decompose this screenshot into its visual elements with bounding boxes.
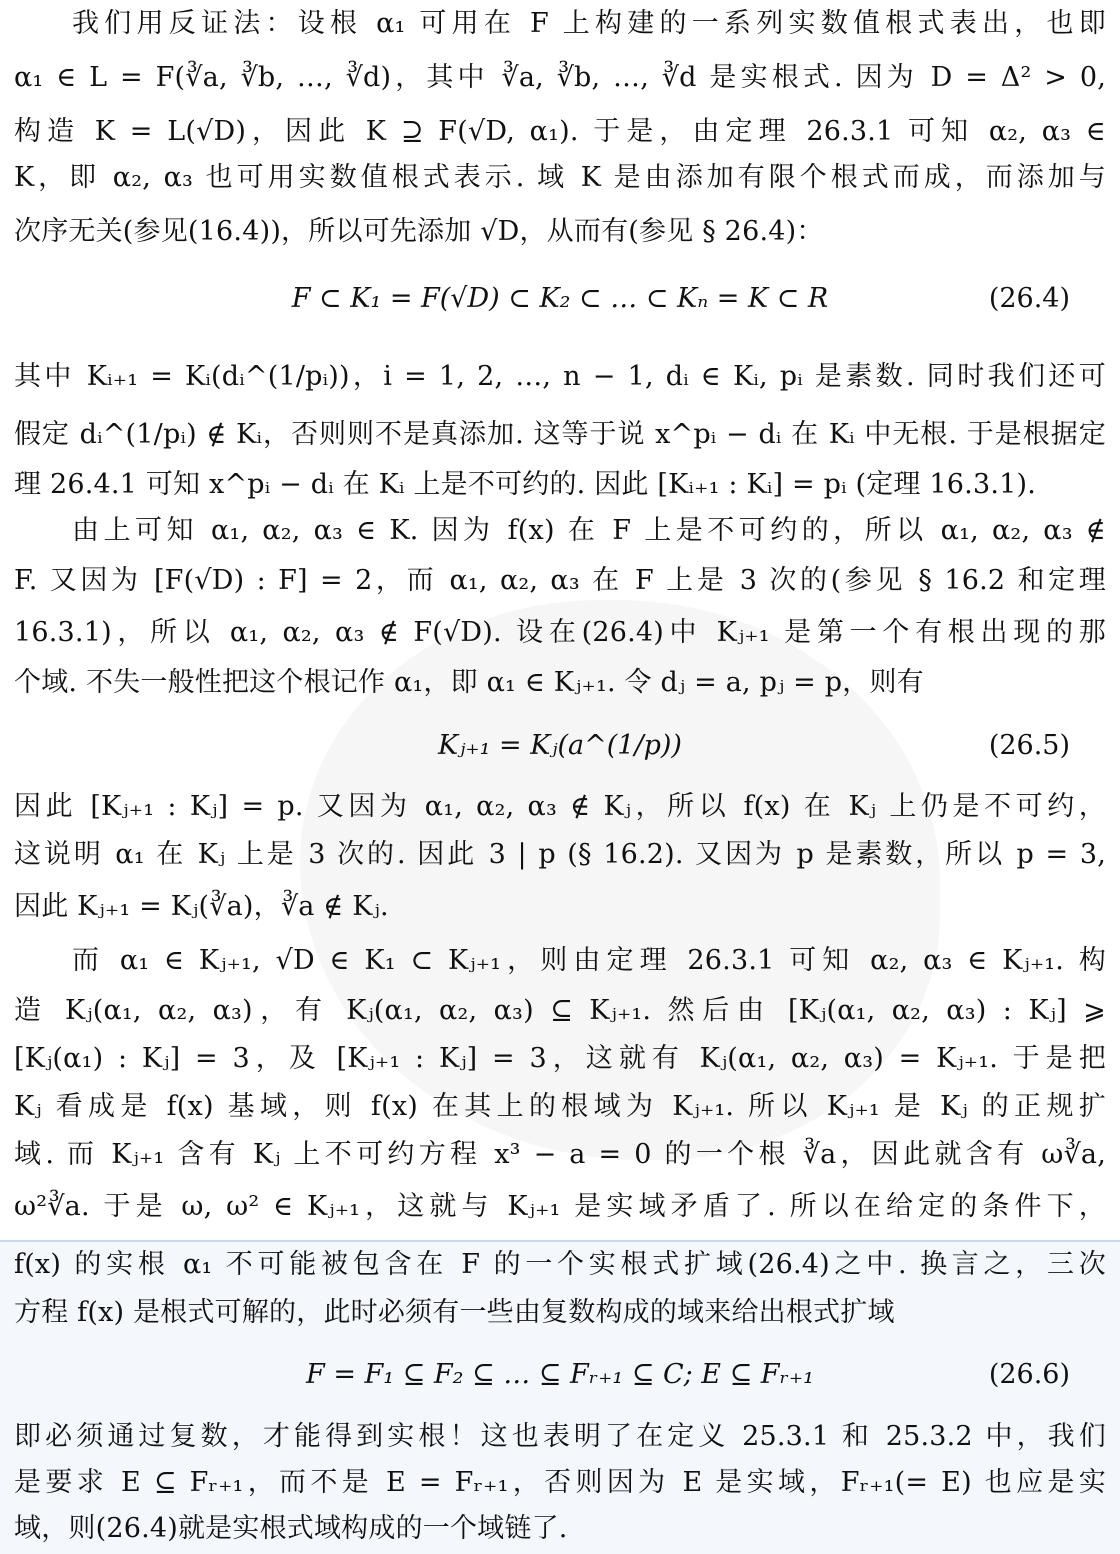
text-line: 是要求 E ⊆ Fᵣ₊₁，而不是 E = Fᵣ₊₁，否则因为 E 是实域，Fᵣ₊₁(= E) 也应是实	[14, 1467, 1106, 1498]
equation-number: (26.4)	[988, 283, 1070, 314]
text-line: K，即 α₂, α₃ 也可用实数值根式表示. 域 K 是由添加有限个根式而成，而添加与	[14, 162, 1106, 193]
text-line: 域，则(26.4)就是实根式域构成的一个域链了.	[14, 1513, 568, 1544]
equation-expression: Kⱼ₊₁ = Kⱼ(a^(1/p))	[438, 730, 682, 761]
text-line: f(x) 的实根 α₁ 不可能被包含在 F 的一个实根式扩域(26.4)之中. 换言之，三次	[14, 1249, 1106, 1280]
text-line: 个域. 不失一般性把这个根记作 α₁，即 α₁ ∈ Kⱼ₊₁. 令 dⱼ = a, pⱼ = p，则有	[14, 667, 924, 698]
display-equation	[14, 721, 1106, 771]
text-line: 假定 dᵢ^(1/pᵢ) ∉ Kᵢ，否则则不是真添加. 这等于说 x^pᵢ − dᵢ 在 Kᵢ 中无根. 于是根据定	[14, 419, 1106, 450]
text-line: 构造 K = L(√D)，因此 K ⊇ F(√D, α₁). 于是，由定理 26.3.1 可知 α₂, α₃ ∈	[14, 116, 1106, 147]
text-line: 域. 而 Kⱼ₊₁ 含有 Kⱼ 上不可约方程 x³ − a = 0 的一个根 ∛a，因此就含有 ω∛a,	[14, 1139, 1106, 1170]
display-equation	[14, 274, 1106, 324]
display-equation	[14, 1350, 1106, 1400]
text-line: F. 又因为 [F(√D) : F] = 2，而 α₁, α₂, α₃ 在 F 上是 3 次的(参见 § 16.2 和定理	[14, 565, 1106, 596]
text-line: 由上可知 α₁, α₂, α₃ ∈ K. 因为 f(x) 在 F 上是不可约的，所以 α₁, α₂, α₃ ∉	[72, 515, 1106, 546]
text-line: α₁ ∈ L = F(∛a, ∛b, …, ∛d)，其中 ∛a, ∛b, …, ∛d 是实根式. 因为 D = Δ² > 0,	[14, 62, 1106, 93]
text-line: [Kⱼ(α₁) : Kⱼ] = 3，及 [Kⱼ₊₁ : Kⱼ] = 3，这就有 Kⱼ(α₁, α₂, α₃) = Kⱼ₊₁. 于是把	[14, 1043, 1106, 1074]
text-line: 我们用反证法：设根 α₁ 可用在 F 上构建的一系列实数值根式表出，也即	[72, 8, 1106, 39]
text-line: Kⱼ 看成是 f(x) 基域，则 f(x) 在其上的根域为 Kⱼ₊₁. 所以 Kⱼ₊₁ 是 Kⱼ 的正规扩	[14, 1091, 1106, 1122]
text-line: 16.3.1)，所以 α₁, α₂, α₃ ∉ F(√D). 设在(26.4)中 Kⱼ₊₁ 是第一个有根出现的那	[14, 617, 1106, 648]
text-line: 因此 Kⱼ₊₁ = Kⱼ(∛a)，∛a ∉ Kⱼ.	[14, 891, 389, 922]
text-line: 因此 [Kⱼ₊₁ : Kⱼ] = p. 又因为 α₁, α₂, α₃ ∉ Kⱼ，所以 f(x) 在 Kⱼ 上仍是不可约，	[14, 791, 1106, 822]
text-line: 造 Kⱼ(α₁, α₂, α₃)，有 Kⱼ(α₁, α₂, α₃) ⊆ Kⱼ₊₁. 然后由 [Kⱼ(α₁, α₂, α₃) : Kⱼ] ⩾	[14, 995, 1106, 1026]
equation-number: (26.5)	[988, 730, 1070, 761]
text-line: 而 α₁ ∈ Kⱼ₊₁, √D ∈ K₁ ⊂ Kⱼ₊₁，则由定理 26.3.1 可知 α₂, α₃ ∈ Kⱼ₊₁. 构	[72, 945, 1106, 976]
text-line: 即必须通过复数，才能得到实根！这也表明了在定义 25.3.1 和 25.3.2 中，我们	[14, 1421, 1106, 1452]
equation-expression: F = F₁ ⊆ F₂ ⊆ … ⊆ Fᵣ₊₁ ⊆ C; E ⊆ Fᵣ₊₁	[306, 1359, 814, 1390]
equation-number: (26.6)	[988, 1359, 1070, 1390]
text-line: 方程 f(x) 是根式可解的，此时必须有一些由复数构成的域来给出根式扩域	[14, 1297, 895, 1328]
text-line: ω²∛a. 于是 ω, ω² ∈ Kⱼ₊₁，这就与 Kⱼ₊₁ 是实域矛盾了. 所以在给定的条件下，	[14, 1191, 1106, 1222]
equation-expression: F ⊂ K₁ = F(√D) ⊂ K₂ ⊂ … ⊂ Kₙ = K ⊂ R	[291, 283, 829, 314]
text-line: 这说明 α₁ 在 Kⱼ 上是 3 次的. 因此 3 | p (§ 16.2). 又因为 p 是素数，所以 p = 3,	[14, 839, 1106, 870]
text-line: 次序无关(参见(16.4))，所以可先添加 √D，从而有(参见 § 26.4)：	[14, 216, 824, 247]
text-line: 其中 Kᵢ₊₁ = Kᵢ(dᵢ^(1/pᵢ))，i = 1, 2, …, n − 1, dᵢ ∈ Kᵢ, pᵢ 是素数. 同时我们还可	[14, 361, 1106, 392]
text-line: 理 26.4.1 可知 x^pᵢ − dᵢ 在 Kᵢ 上是不可约的. 因此 [Kᵢ₊₁ : Kᵢ] = pᵢ (定理 16.3.1).	[14, 469, 1036, 500]
